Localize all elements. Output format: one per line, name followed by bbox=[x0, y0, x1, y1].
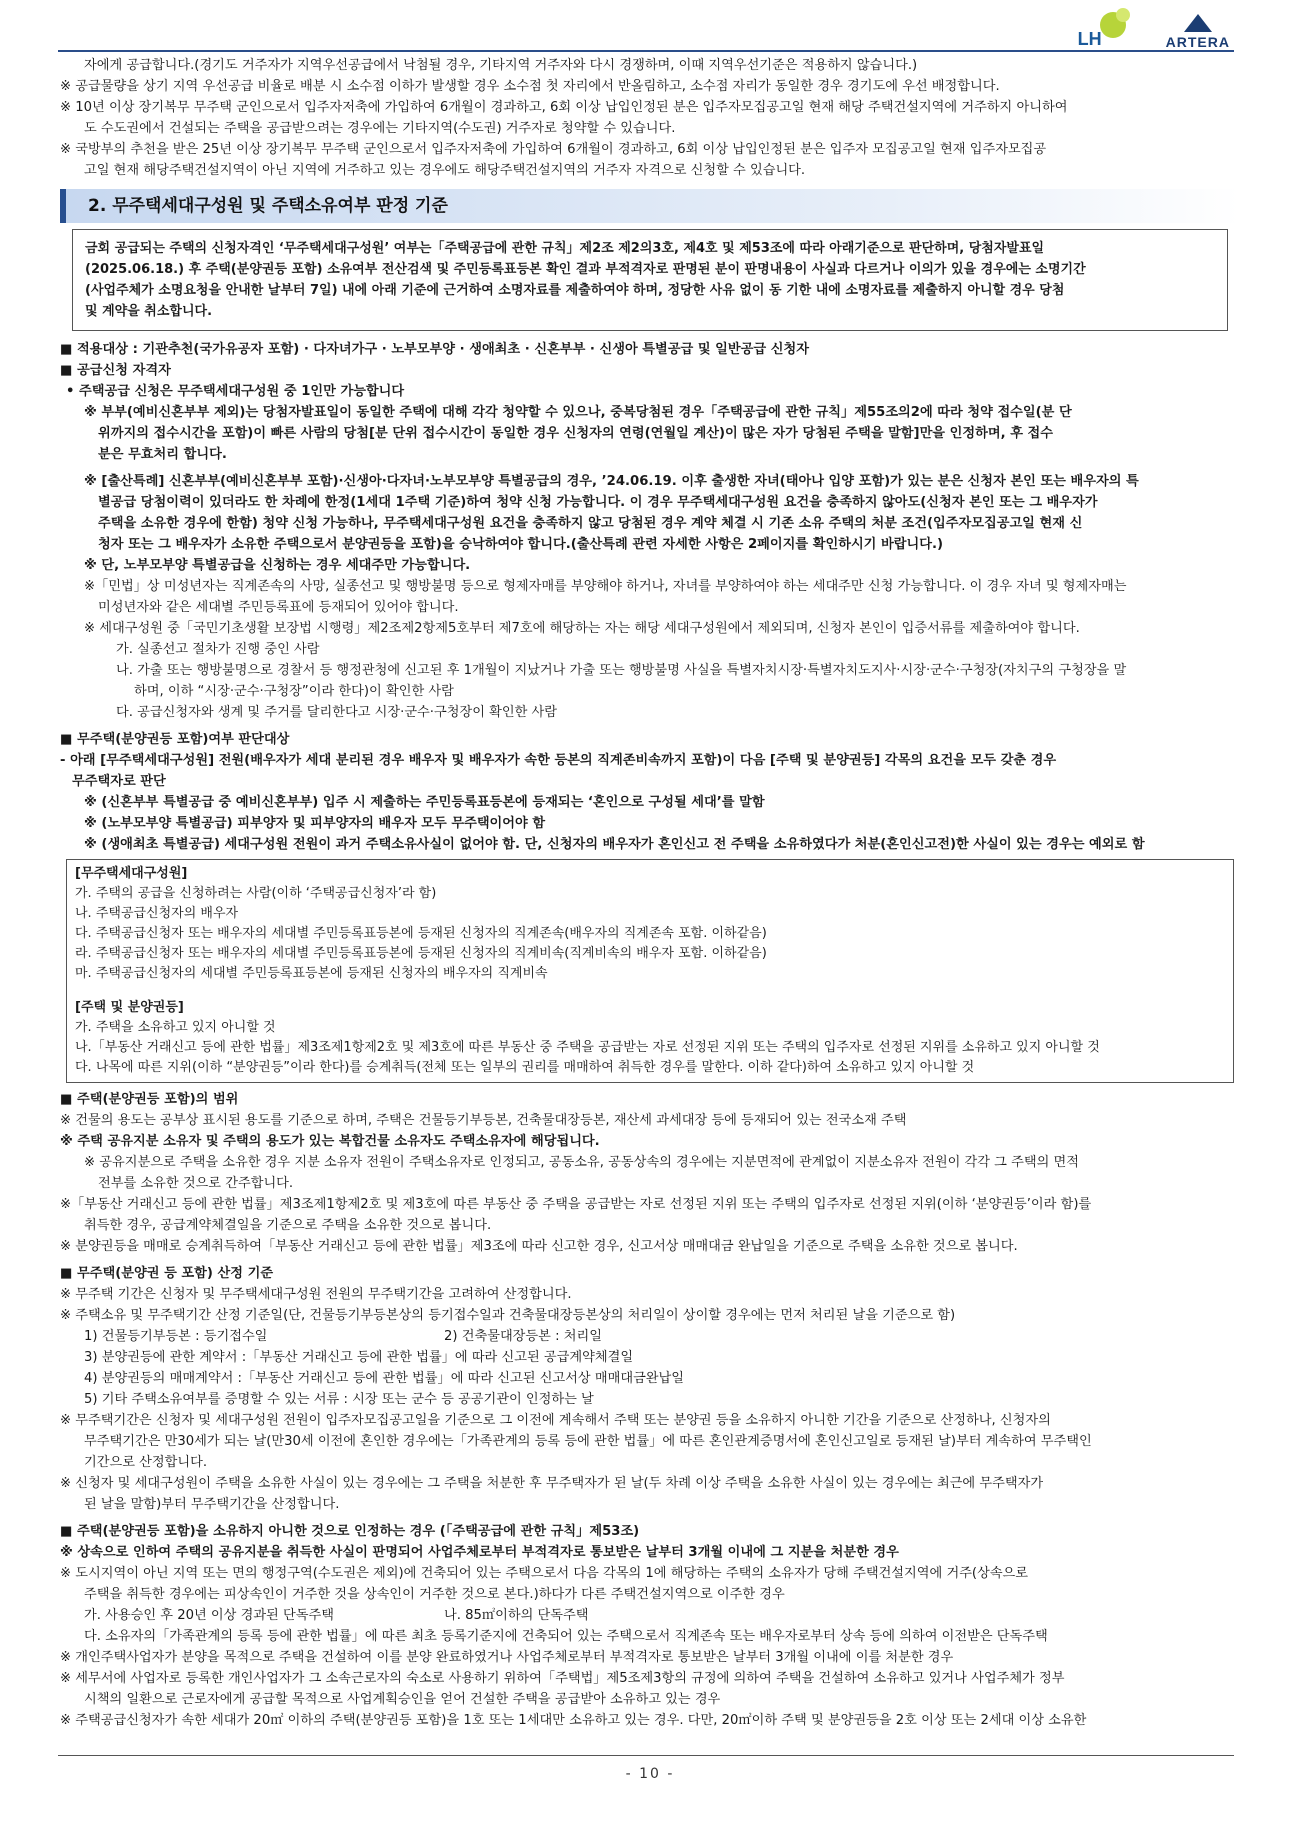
text-line: ※ 주택공급신청자가 속한 세대가 20㎡ 이하의 주택(분양권등 포함)을 1호 또는 1세대만 소유하고 있는 경우. 다만, 20㎡이하 주택 및 분양권등을 2호 이상 또는 2세대 이상 소유한 bbox=[60, 1713, 1087, 1728]
notice-line: (2025.06.18.) 후 주택(분양권등 포함) 소유여부 전산검색 및 주민등록표등본 확인 결과 부적격자로 판명된 분이 판명내용이 사실과 다르거나 이의가 있을 경우에는 소명기간 bbox=[85, 262, 1086, 277]
text-line: ※ 도시지역이 아닌 지역 또는 면의 행정구역(수도권은 제외)에 건축되어 있는 주택으로서 다음 각목의 1에 해당하는 주택의 소유자가 당해 주택건설지역에 거주(상속으로 bbox=[60, 1566, 1029, 1581]
text-line: 위까지의 접수시간을 포함)이 빠른 사람의 당첨[분 단위 접수시간이 동일한 경우 신청자의 연령(연월일 계산)이 많은 자가 당첨된 주택을 말함]만을 인정하며, 후 접수 bbox=[98, 426, 1054, 441]
text-line: ※ 건물의 용도는 공부상 표시된 용도를 기준으로 하며, 주택은 건물등기부등본, 건축물대장등본, 재산세 과세대장 등에 등재되어 있는 전국소재 주택 bbox=[60, 1113, 907, 1128]
box-line: 나. 주택공급신청자의 배우자 bbox=[75, 906, 239, 921]
text-line: ※ [출산특례] 신혼부부(예비신혼부부 포함)·신생아·다자녀·노부모부양 특별공급의 경우, ’24.06.19. 이후 출생한 자녀(태아나 입양 포함)가 있는 분은 신청자 본인 또는 배우자의 특 bbox=[84, 474, 1139, 489]
box-line: 다. 나목에 따른 지위(이하 “분양권등”이라 한다)를 승계취득(전체 또는 일부의 권리를 매매하여 취득한 경우를 말한다. 이하 같다)하여 소유하고 있지 아니할 것 bbox=[75, 1060, 975, 1075]
text-line: ※ 공유지분으로 주택을 소유한 경우 지분 소유자 전원이 주택소유자로 인정되고, 공동소유, 공동상속의 경우에는 지분면적에 관계없이 지분소유자 전원이 각각 그 주택의 면적 bbox=[84, 1155, 1080, 1170]
section-title: 2. 무주택세대구성원 및 주택소유여부 판정 기준 bbox=[60, 189, 1240, 223]
text-line: - 아래 [무주택세대구성원] 전원(배우자가 세대 분리된 경우 배우자 및 배우자가 속한 등본의 직계존비속까지 포함)이 다음 [주택 및 분양권등] 각목의 요건을 모두 갖춘 경우 bbox=[60, 753, 1057, 768]
text-line: 청자 또는 그 배우자가 소유한 주택으로서 분양권등을 포함)을 승낙하여야 합니다.(출산특례 관련 자세한 사항은 2페이지를 확인하시기 바랍니다.) bbox=[98, 537, 944, 552]
text-line: ※ (신혼부부 특별공급 중 예비신혼부부) 입주 시 제출하는 주민등록표등본에 등재되는 ‘혼인으로 구성될 세대’를 말함 bbox=[84, 795, 765, 810]
text-line: ※ 세대구성원 중「국민기초생활 보장법 시행령」제2조제2항제5호부터 제7호에 해당하는 자는 해당 세대구성원에서 제외되며, 신청자 본인이 입증서류를 제출하여야 합니다. bbox=[84, 621, 1080, 636]
text-line: 주택을 소유한 경우에 한함) 청약 신청 가능하나, 무주택세대구성원 요건을 충족하지 않고 당첨된 경우 계약 체결 시 기존 소유 주택의 처분 조건(입주자모집공고일 현재 신 bbox=[98, 516, 1083, 531]
text-line: 취득한 경우, 공급계약체결일을 기준으로 주택을 소유한 것으로 봅니다. bbox=[84, 1218, 492, 1233]
text-line: ■ 주택(분양권등 포함)을 소유하지 아니한 것으로 인정하는 경우 (「주택공급에 관한 규칙」제53조) bbox=[60, 1524, 640, 1539]
text-line: ※ 국방부의 추천을 받은 25년 이상 장기복무 무주택 군인으로서 입주자저축에 가입하여 6개월이 경과하고, 6회 이상 납입인정된 분은 입주자 모집공고일 현재 입주자모집공 bbox=[60, 142, 1047, 157]
text-line: 무주택기간은 만30세가 되는 날(만30세 이전에 혼인한 경우에는「가족관계의 등록 등에 관한 법률」에 따른 혼인관계증명서에 혼인신고일로 등재된 날)부터 계속하여 무주택인 bbox=[84, 1434, 1092, 1449]
text-line: ※ 부부(예비신혼부부 제외)는 당첨자발표일이 동일한 주택에 대해 각각 청약할 수 있으나, 중복당첨된 경우「주택공급에 관한 규칙」제55조의2에 따라 청약 접수일(분 단 bbox=[84, 405, 1072, 420]
text-line: ※ 주택소유 및 무주택기간 산정 기준일(단, 건물등기부등본상의 등기접수일과 건축물대장등본상의 처리일이 상이할 경우에는 먼저 처리된 날을 기준으로 함) bbox=[60, 1308, 956, 1323]
text-line: 3) 분양권등에 관한 계약서 :「부동산 거래신고 등에 관한 법률」에 따라 신고된 공급계약체결일 bbox=[84, 1350, 634, 1365]
text-line: 별공급 당첨이력이 있더라도 한 차례에 한정(1세대 1주택 기준)하여 청약 신청 가능합니다. 이 경우 무주택세대구성원 요건을 충족하지 않아도(신청자 본인 또는 그 배우자가 bbox=[98, 495, 1098, 510]
text-line: 주택을 취득한 경우에는 피상속인이 거주한 것을 상속인이 거주한 것으로 본다.)하다가 다른 주택건설지역으로 이주한 경우 bbox=[84, 1587, 785, 1602]
text-line: ■ 주택(분양권등 포함)의 범위 bbox=[60, 1092, 239, 1107]
text-line: ※ (생애최초 특별공급) 세대구성원 전원이 과거 주택소유사실이 없어야 함. 단, 신청자의 배우자가 혼인신고 전 주택을 소유하였다가 처분(혼인신고전)한 사실이 있는 경우는 예외로 함 bbox=[84, 837, 1145, 852]
text-line: ※ 10년 이상 장기복무 무주택 군인으로서 입주자저축에 가입하여 6개월이 경과하고, 6회 이상 납입인정된 분은 입주자모집공고일 현재 해당 주택건설지역에 거주하지 아니하여 bbox=[60, 100, 1068, 115]
artera-logo-text: ARTERA bbox=[1165, 34, 1230, 50]
footer-rule bbox=[58, 1755, 1234, 1756]
lh-logo bbox=[1078, 8, 1148, 50]
text-line: 기간으로 산정합니다. bbox=[84, 1455, 208, 1470]
text-line: ※ 무주택 기간은 신청자 및 무주택세대구성원 전원의 무주택기간을 고려하여 산정합니다. bbox=[60, 1287, 572, 1302]
text-line: 가. 실종선고 절차가 진행 중인 사람 bbox=[116, 642, 320, 657]
lh-logo-text: LH bbox=[1077, 29, 1102, 49]
text-line: 분은 무효처리 합니다. bbox=[98, 447, 227, 462]
box-line: 다. 주택공급신청자 또는 배우자의 세대별 주민등록표등본에 등재된 신청자의 직계존속(배우자의 직계존속 포함. 이하같음) bbox=[75, 926, 767, 941]
text-line: 미성년자와 같은 세대별 주민등록표에 등재되어 있어야 합니다. bbox=[98, 600, 459, 615]
notice-line: 및 계약을 취소합니다. bbox=[85, 304, 213, 319]
text-line: 하며, 이하 “시장·군수·구청장”이라 한다)이 확인한 사람 bbox=[134, 684, 454, 699]
box-title: [주택 및 분양권등] bbox=[75, 1000, 184, 1015]
text-line: 5) 기타 주택소유여부를 증명할 수 있는 서류 : 시장 또는 군수 등 공공기관이 인정하는 날 bbox=[84, 1392, 594, 1407]
notice-box bbox=[72, 229, 1228, 331]
text-span: 나. 85㎡이하의 단독주택 bbox=[444, 1608, 589, 1623]
text-line: ※ 상속으로 인하여 주택의 공유지분을 취득한 사실이 판명되어 사업주체로부터 부적격자로 통보받은 날부터 3개월 이내에 그 지분을 처분한 경우 bbox=[60, 1545, 899, 1560]
header-logos bbox=[1078, 8, 1230, 50]
text-line: ※ 신청자 및 세대구성원이 주택을 소유한 사실이 있는 경우에는 그 주택을 처분한 후 무주택자가 된 날(두 차례 이상 주택을 소유한 사실이 있는 경우에는 최근에 무주택자가 bbox=[60, 1476, 1044, 1491]
text-line: ■ 무주택(분양권 등 포함) 산정 기준 bbox=[60, 1266, 274, 1281]
text-line: ※ 세무서에 사업자로 등록한 개인사업자가 그 소속근로자의 숙소로 사용하기 위하여「주택법」제5조제3항의 규정에 의하여 주택을 건설하여 소유하고 있거나 사업주체가 정부 bbox=[60, 1671, 1065, 1686]
text-line: • 주택공급 신청은 무주택세대구성원 중 1인만 가능합니다 bbox=[66, 384, 405, 399]
text-line bbox=[60, 1605, 1240, 1626]
header-rule bbox=[58, 50, 1234, 52]
text-line: 전부를 소유한 것으로 간주합니다. bbox=[98, 1176, 294, 1191]
box-line: 마. 주택공급신청자의 세대별 주민등록표등본에 등재된 신청자의 배우자의 직계비속 bbox=[75, 966, 548, 981]
text-line: 나. 가출 또는 행방불명으로 경찰서 등 행정관청에 신고된 후 1개월이 지났거나 가출 또는 행방불명 사실을 특별자치시장·특별자치도지사·시장·군수·구청장(자치구의 구청장을 말 bbox=[116, 663, 1127, 678]
text-line: ■ 적용대상 : 기관추천(국가유공자 포함) · 다자녀가구 · 노부모부양 · 생애최초 · 신혼부부 · 신생아 특별공급 및 일반공급 신청자 bbox=[60, 342, 809, 357]
text-line: 도 수도권에서 건설되는 주택을 공급받으려는 경우에는 기타지역(수도권) 거주자로 청약할 수 있습니다. bbox=[84, 121, 676, 136]
box-line: 나.「부동산 거래신고 등에 관한 법률」제3조제1항제2호 및 제3호에 따른 부동산 중 주택을 공급받는 자로 선정된 지위 또는 주택의 입주자로 선정된 지위를 소유하고 있지 아니할 것 bbox=[75, 1040, 1100, 1055]
text-line: ■ 공급신청 자격자 bbox=[60, 363, 171, 378]
text-line: 무주택자로 판단 bbox=[72, 774, 166, 789]
text-span: 1) 건물등기부등본 : 등기접수일 bbox=[84, 1329, 268, 1344]
text-line: ※「부동산 거래신고 등에 관한 법률」제3조제1항제2호 및 제3호에 따른 부동산 중 주택을 공급받는 자로 선정된 지위 또는 주택의 입주자로 선정된 지위(이하 ‘분양권등’이라 함)를 bbox=[60, 1197, 1092, 1212]
text-line: ※「민법」상 미성년자는 직계존속의 사망, 실종선고 및 행방불명 등으로 형제자매를 부양해야 하거나, 자녀를 부양하여야 하는 세대주만 신청 가능합니다. 이 경우 자녀 및 형제자매는 bbox=[84, 579, 1127, 594]
text-line: 자에게 공급합니다.(경기도 거주자가 지역우선공급에서 낙첨될 경우, 기타지역 거주자와 다시 경쟁하며, 이때 지역우선기준은 적용하지 않습니다.) bbox=[84, 58, 918, 73]
criteria-box bbox=[66, 859, 1234, 1083]
notice-line: 금회 공급되는 주택의 신청자격인 ‘무주택세대구성원’ 여부는「주택공급에 관한 규칙」제2조 제2의3호, 제4호 및 제53조에 따라 아래기준으로 판단하며, 당첨자발표일 bbox=[85, 241, 1045, 256]
text-line: ※ 주택 공유지분 소유자 및 주택의 용도가 있는 복합건물 소유자도 주택소유자에 해당됩니다. bbox=[60, 1134, 600, 1149]
text-line: 고일 현재 해당주택건설지역이 아닌 지역에 거주하고 있는 경우에도 해당주택건설지역의 거주자 자격으로 신청할 수 있습니다. bbox=[84, 163, 806, 178]
text-line: 다. 소유자의「가족관계의 등록 등에 관한 법률」에 따른 최초 등록기준지에 건축되어 있는 주택으로서 직계존속 또는 배우자로부터 상속 등에 의하여 이전받은 단독주택 bbox=[84, 1629, 1048, 1644]
text-line: 된 날을 말함)부터 무주택기간을 산정합니다. bbox=[84, 1497, 340, 1512]
text-line: ※ 무주택기간은 신청자 및 세대구성원 전원이 입주자모집공고일을 기준으로 그 이전에 계속해서 주택 또는 분양권 등을 소유하지 아니한 기간을 기준으로 산정하나, 신청자의 bbox=[60, 1413, 1051, 1428]
box-line: 가. 주택의 공급을 신청하려는 사람(이하 ‘주택공급신청자’라 함) bbox=[75, 886, 437, 901]
text-line: ※ 단, 노부모부양 특별공급을 신청하는 경우 세대주만 가능합니다. bbox=[84, 558, 471, 573]
text-line: ■ 무주택(분양권등 포함)여부 판단대상 bbox=[60, 732, 290, 747]
text-line: ※ 공급물량을 상기 지역 우선공급 비율로 배분 시 소수점 이하가 발생할 경우 소수점 첫 자리에서 반올림하고, 소수점 자리가 동일한 경우 경기도에 우선 배정합니다. bbox=[60, 79, 1000, 94]
text-line: ※ 분양권등을 매매로 승계취득하여「부동산 거래신고 등에 관한 법률」제3조에 따라 신고한 경우, 신고서상 매매대금 완납일을 기준으로 주택을 소유한 것으로 봅니다. bbox=[60, 1239, 1018, 1254]
artera-logo bbox=[1166, 14, 1230, 50]
page-number: - 10 - bbox=[625, 1766, 675, 1782]
box-line: 가. 주택을 소유하고 있지 아니할 것 bbox=[75, 1020, 276, 1035]
text-line: 4) 분양권등의 매매계약서 :「부동산 거래신고 등에 관한 법률」에 따라 신고된 신고서상 매매대금완납일 bbox=[84, 1371, 685, 1386]
box-title: [무주택세대구성원] bbox=[75, 866, 188, 881]
box-line: 라. 주택공급신청자 또는 배우자의 세대별 주민등록표등본에 등재된 신청자의 직계비속(직계비속의 배우자 포함. 이하같음) bbox=[75, 946, 767, 961]
text-span: 가. 사용승인 후 20년 이상 경과된 단독주택 bbox=[84, 1608, 334, 1623]
page-content bbox=[60, 55, 1240, 1731]
notice-line: (사업주체가 소명요청을 안내한 날부터 7일) 내에 아래 기준에 근거하여 소명자료를 제출하여야 하며, 정당한 사유 없이 동 기한 내에 소명자료를 제출하지 아니할 경우 당첨 bbox=[85, 283, 1065, 298]
text-line: ※ (노부모부양 특별공급) 피부양자 및 피부양자의 배우자 모두 무주택이어야 함 bbox=[84, 816, 546, 831]
text-line: ※ 개인주택사업자가 분양을 목적으로 주택을 건설하여 이를 분양 완료하였거나 사업주체로부터 부적격자로 통보받은 날부터 3개월 이내에 이를 처분한 경우 bbox=[60, 1650, 954, 1665]
text-span: 2) 건축물대장등본 : 처리일 bbox=[444, 1329, 602, 1344]
text-line: 다. 공급신청자와 생계 및 주거를 달리한다고 시장·군수·구청장이 확인한 사람 bbox=[116, 705, 558, 720]
artera-mark-icon bbox=[1184, 14, 1212, 32]
text-line: 시책의 일환으로 근로자에게 공급할 목적으로 사업계획승인을 얻어 건설한 주택을 공급받아 소유하고 있는 경우 bbox=[84, 1692, 721, 1707]
text-line bbox=[60, 1326, 1240, 1347]
